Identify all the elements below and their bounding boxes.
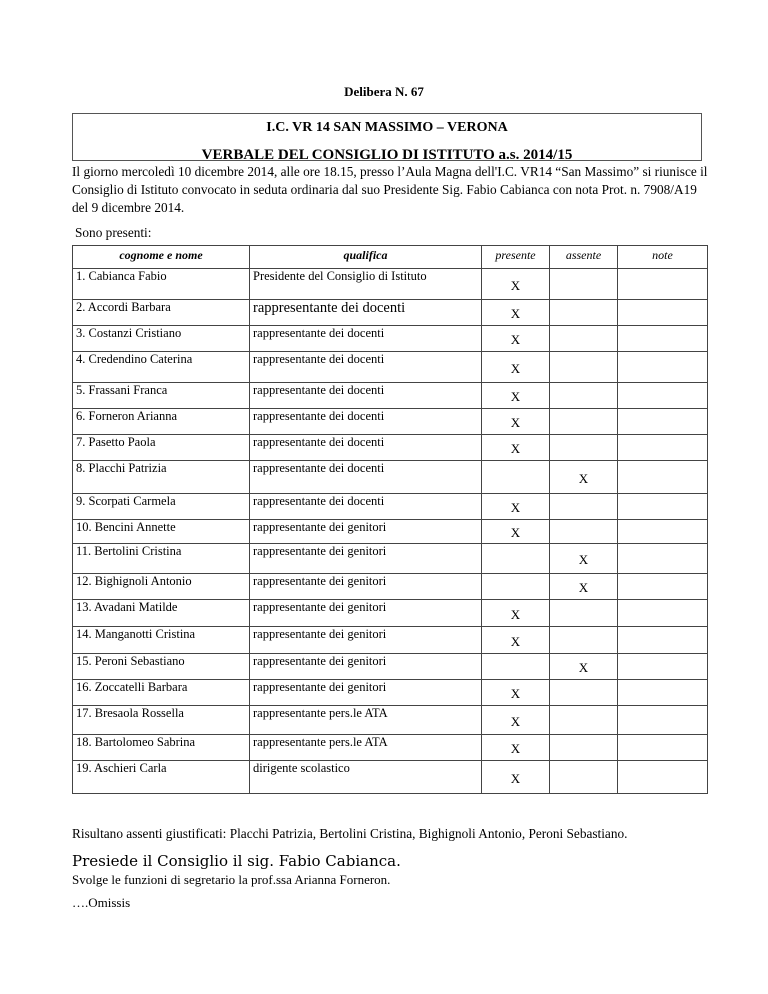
presente-mark: X [482, 409, 550, 435]
assente-mark [550, 706, 618, 735]
omissis: ….Omissis [72, 895, 131, 910]
table-row [73, 600, 708, 627]
assente-mark: X [550, 574, 618, 600]
attendance-table [72, 245, 708, 794]
presente-mark: X [482, 494, 550, 520]
table-row [73, 706, 708, 735]
assente-mark [550, 352, 618, 383]
assente-mark [550, 435, 618, 461]
member-qualifica: rappresentante dei docenti [250, 461, 482, 494]
presente-mark: X [482, 300, 550, 326]
member-name: 14. Manganotti Cristina [73, 627, 250, 654]
member-qualifica: rappresentante dei genitori [250, 627, 482, 654]
note-cell [618, 544, 708, 574]
note-cell [618, 574, 708, 600]
note-cell [618, 627, 708, 654]
note-cell [618, 735, 708, 761]
presente-mark: X [482, 269, 550, 300]
member-qualifica: rappresentante dei docenti [250, 383, 482, 409]
assente-mark [550, 383, 618, 409]
note-cell [618, 680, 708, 706]
note-cell [618, 300, 708, 326]
member-qualifica: rappresentante dei genitori [250, 680, 482, 706]
table-row [73, 761, 708, 794]
member-name: 8. Placchi Patrizia [73, 461, 250, 494]
table-row [73, 735, 708, 761]
table-row [73, 269, 708, 300]
note-cell [618, 269, 708, 300]
assente-mark [550, 326, 618, 352]
member-name: 11. Bertolini Cristina [73, 544, 250, 574]
header-assente: assente [550, 246, 618, 269]
document-title: VERBALE DEL CONSIGLIO DI ISTITUTO a.s. 2014/15 [201, 147, 573, 163]
presente-mark: X [482, 735, 550, 761]
presente-mark: X [482, 383, 550, 409]
assente-mark [550, 735, 618, 761]
member-qualifica: rappresentante dei docenti [250, 435, 482, 461]
member-name: 18. Bartolomeo Sabrina [73, 735, 250, 761]
assente-mark [550, 300, 618, 326]
member-qualifica: rappresentante dei docenti [250, 326, 482, 352]
member-qualifica: Presidente del Consiglio di Istituto [250, 269, 482, 300]
assente-mark [550, 627, 618, 654]
member-qualifica: rappresentante dei genitori [250, 574, 482, 600]
member-qualifica: rappresentante dei docenti [250, 494, 482, 520]
member-name: 15. Peroni Sebastiano [73, 654, 250, 680]
member-name: 7. Pasetto Paola [73, 435, 250, 461]
member-qualifica: rappresentante dei docenti [250, 409, 482, 435]
member-name: 10. Bencini Annette [73, 520, 250, 544]
table-row [73, 409, 708, 435]
table-row [73, 627, 708, 654]
member-qualifica: rappresentante dei docenti [250, 352, 482, 383]
note-cell [618, 409, 708, 435]
intro-paragraph: Il giorno mercoledì 10 dicembre 2014, alle ore 18.15, presso l’Aula Magna dell'I.C. VR14 “San Massimo” si riunisce il Consiglio di Istituto convocato in seduta ordinaria dal suo Presidente Sig. Fabio Cabianca con nota Prot. n. 7908/A19 del 9 dicembre 2014. [72, 164, 708, 215]
presenti-label: Sono presenti: [75, 225, 152, 240]
assente-mark: X [550, 461, 618, 494]
note-cell [618, 654, 708, 680]
presente-mark: X [482, 761, 550, 794]
school-name: I.C. VR 14 SAN MASSIMO – VERONA [266, 120, 508, 135]
member-name: 3. Costanzi Cristiano [73, 326, 250, 352]
table-row [73, 352, 708, 383]
member-name: 17. Bresaola Rossella [73, 706, 250, 735]
note-cell [618, 352, 708, 383]
note-cell [618, 461, 708, 494]
table-row [73, 494, 708, 520]
member-qualifica: dirigente scolastico [250, 761, 482, 794]
presente-mark: X [482, 352, 550, 383]
table-row [73, 435, 708, 461]
table-row [73, 383, 708, 409]
absent-summary: Risultano assenti giustificati: Placchi Patrizia, Bertolini Cristina, Bighignoli Antonio, Peroni Sebastiano. [72, 826, 628, 841]
assente-mark [550, 409, 618, 435]
table-row [73, 326, 708, 352]
presente-mark [482, 574, 550, 600]
member-name: 1. Cabianca Fabio [73, 269, 250, 300]
member-name: 4. Credendino Caterina [73, 352, 250, 383]
table-row [73, 461, 708, 494]
assente-mark [550, 600, 618, 627]
note-cell [618, 435, 708, 461]
chair-statement: Presiede il Consiglio il sig. Fabio Cabianca. [72, 852, 401, 870]
note-cell [618, 706, 708, 735]
presente-mark: X [482, 435, 550, 461]
presente-mark: X [482, 680, 550, 706]
note-cell [618, 520, 708, 544]
presente-mark: X [482, 520, 550, 544]
presente-mark [482, 544, 550, 574]
presente-mark [482, 654, 550, 680]
header-qualifica: qualifica [250, 246, 482, 269]
note-cell [618, 494, 708, 520]
table-row [73, 520, 708, 544]
member-name: 13. Avadani Matilde [73, 600, 250, 627]
assente-mark [550, 494, 618, 520]
assente-mark [550, 761, 618, 794]
table-row [73, 300, 708, 326]
note-cell [618, 326, 708, 352]
note-cell [618, 761, 708, 794]
header-note: note [618, 246, 708, 269]
member-qualifica: rappresentante dei genitori [250, 544, 482, 574]
member-qualifica: rappresentante dei docenti [250, 300, 482, 326]
member-name: 19. Aschieri Carla [73, 761, 250, 794]
table-row [73, 574, 708, 600]
assente-mark [550, 520, 618, 544]
presente-mark: X [482, 706, 550, 735]
member-name: 9. Scorpati Carmela [73, 494, 250, 520]
member-qualifica: rappresentante dei genitori [250, 600, 482, 627]
member-name: 5. Frassani Franca [73, 383, 250, 409]
presente-mark: X [482, 326, 550, 352]
assente-mark: X [550, 544, 618, 574]
member-qualifica: rappresentante pers.le ATA [250, 706, 482, 735]
member-name: 6. Forneron Arianna [73, 409, 250, 435]
table-row [73, 680, 708, 706]
presente-mark: X [482, 600, 550, 627]
presente-mark [482, 461, 550, 494]
member-qualifica: rappresentante pers.le ATA [250, 735, 482, 761]
table-row [73, 654, 708, 680]
secretary-statement: Svolge le funzioni di segretario la prof.ssa Arianna Forneron. [72, 872, 391, 887]
assente-mark [550, 269, 618, 300]
member-name: 2. Accordi Barbara [73, 300, 250, 326]
table-row [73, 544, 708, 574]
member-qualifica: rappresentante dei genitori [250, 520, 482, 544]
delibera-number: Delibera N. 67 [344, 84, 424, 99]
presente-mark: X [482, 627, 550, 654]
header-presente: presente [482, 246, 550, 269]
member-name: 12. Bighignoli Antonio [73, 574, 250, 600]
table-header-row [73, 246, 708, 269]
member-name: 16. Zoccatelli Barbara [73, 680, 250, 706]
note-cell [618, 600, 708, 627]
assente-mark [550, 680, 618, 706]
member-qualifica: rappresentante dei genitori [250, 654, 482, 680]
note-cell [618, 383, 708, 409]
assente-mark: X [550, 654, 618, 680]
header-name: cognome e nome [73, 246, 250, 269]
